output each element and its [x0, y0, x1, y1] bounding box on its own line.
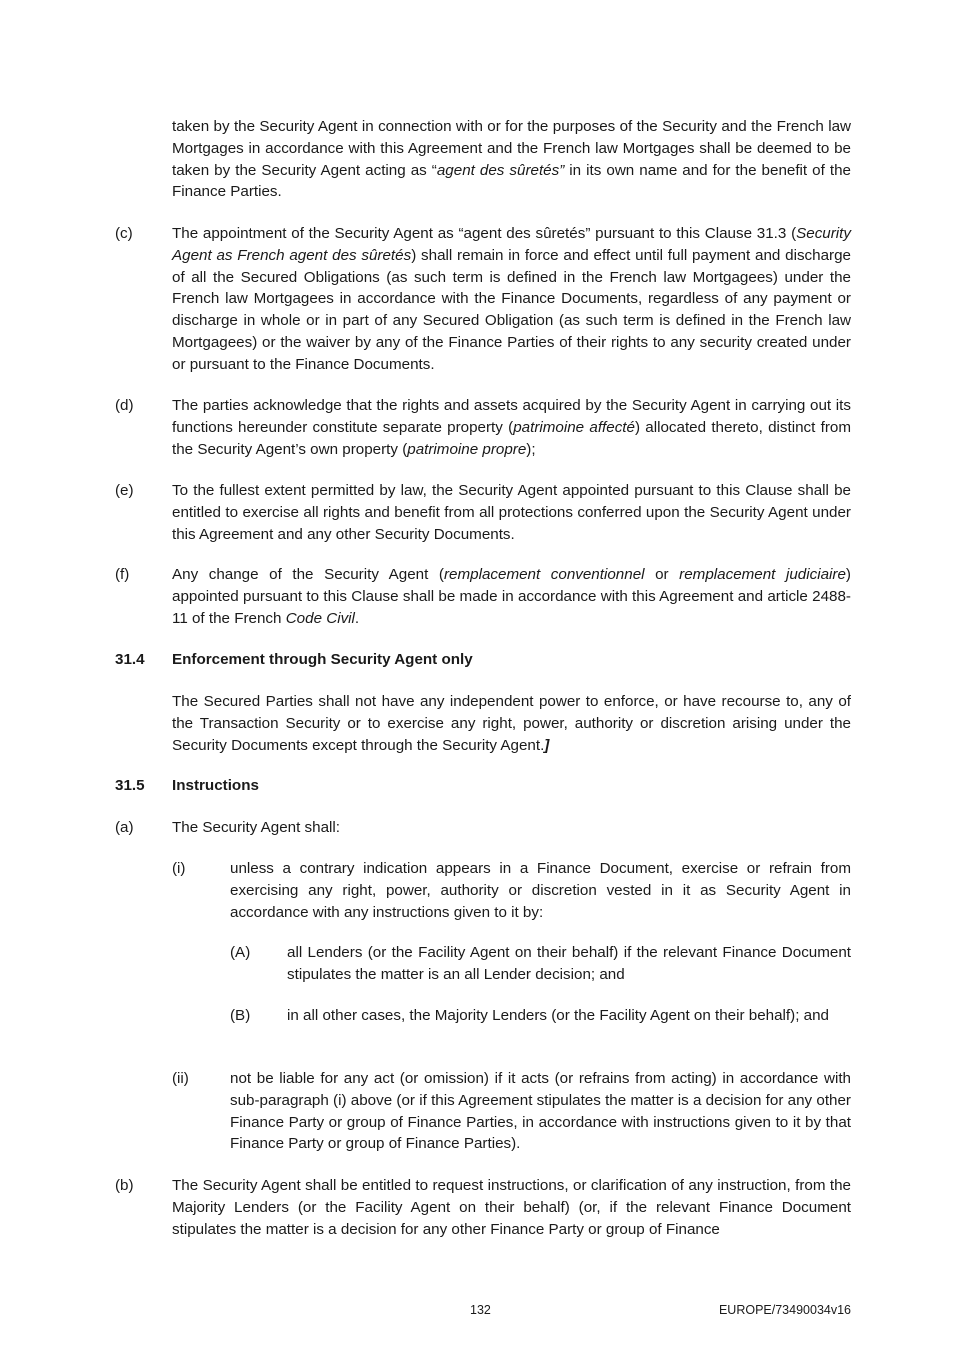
section-31-4-title: Enforcement through Security Agent only	[172, 651, 473, 668]
para-f-text: Any change of the Security Agent (remplacement conventionnel or remplacement judiciaire) appointed pursuant to this Clause shall be made in accordance with this Agreement and article 2488-11 of the French Code Civil.	[172, 566, 851, 627]
section-31-5-number: 31.5	[115, 777, 145, 794]
para-a-label: (a)	[115, 819, 134, 836]
sub-B-text: in all other cases, the Majority Lenders (or the Facility Agent on their behalf); and	[287, 1007, 829, 1024]
sub-A-text: all Lenders (or the Facility Agent on their behalf) if the relevant Finance Document stipulates the matter is an all Lender decision; and	[287, 944, 851, 983]
para-e-label: (e)	[115, 482, 134, 499]
section-31-4-number: 31.4	[115, 651, 145, 668]
section-31-4-text: The Secured Parties shall not have any independent power to enforce, or have recourse to, any of the Transaction Security or to exercise any right, power, authority or discretion arising under the Security Documents except through the Security Agent.]	[172, 693, 851, 754]
section-31-5-title: Instructions	[172, 777, 259, 794]
para-c-text: The appointment of the Security Agent as “agent des sûretés” pursuant to this Clause 31.3 (Security Agent as French agent des sûretés) shall remain in force and effect until full payment and discharge of all the Secured Obligations (as such term is defined in the French law Mortgagees) under the French law Mortgagees in accordance with the Finance Documents, regardless of any payment or discharge in whole or in part of any Secured Obligation (as such term is defined in the French law Mortgagees) or the waiver by any of the Finance Parties of their rights to any security created under or pursuant to the Finance Documents.	[172, 225, 851, 373]
intro-paragraph: taken by the Security Agent in connection with or for the purposes of the Security and the French law Mortgages in accordance with this Agreement and the French law Mortgages shall be deemed to be taken by the Security Agent acting as “agent des sûretés” in its own name and for the benefit of the Finance Parties.	[172, 118, 851, 201]
sub-B-label: (B)	[230, 1007, 251, 1024]
page-number: 132	[470, 1303, 491, 1317]
para-b-text: The Security Agent shall be entitled to request instructions, or clarification of any instruction, from the Majority Lenders (or the Facility Agent on their behalf) (or, if the relevant Finance Document stipulates the matter is a decision for any other Finance Party or group of Finance	[172, 1177, 851, 1238]
para-f-label: (f)	[115, 566, 130, 583]
para-e-text: To the fullest extent permitted by law, the Security Agent appointed pursuant to this Clause shall be entitled to exercise all rights and benefit from all protections conferred upon the Security Agent under this Agreement and any other Security Documents.	[172, 482, 851, 543]
para-c-label: (c)	[115, 225, 133, 242]
document-reference: EUROPE/73490034v16	[718, 1303, 851, 1317]
sub-i-label: (i)	[172, 860, 186, 877]
para-d-label: (d)	[115, 397, 134, 414]
sub-ii-label: (ii)	[172, 1070, 189, 1087]
para-a-text: The Security Agent shall:	[172, 819, 340, 836]
para-b-label: (b)	[115, 1177, 134, 1194]
sub-i-text: unless a contrary indication appears in a Finance Document, exercise or refrain from exercising any right, power, authority or discretion vested in it as Security Agent in accordance with any instructions given to it by:	[230, 860, 851, 921]
sub-ii-text: not be liable for any act (or omission) if it acts (or refrains from acting) in accordance with sub-paragraph (i) above (or if this Agreement stipulates the matter is a decision for any other Finance Party or group of Finance Parties, in accordance with instructions given to it by that Finance Party or group of Finance Parties).	[230, 1070, 851, 1153]
para-d-text: The parties acknowledge that the rights and assets acquired by the Security Agent in carrying out its functions hereunder constitute separate property (patrimoine affecté) allocated thereto, distinct from the Security Agent’s own property (patrimoine propre);	[172, 397, 851, 458]
sub-A-label: (A)	[230, 944, 251, 961]
